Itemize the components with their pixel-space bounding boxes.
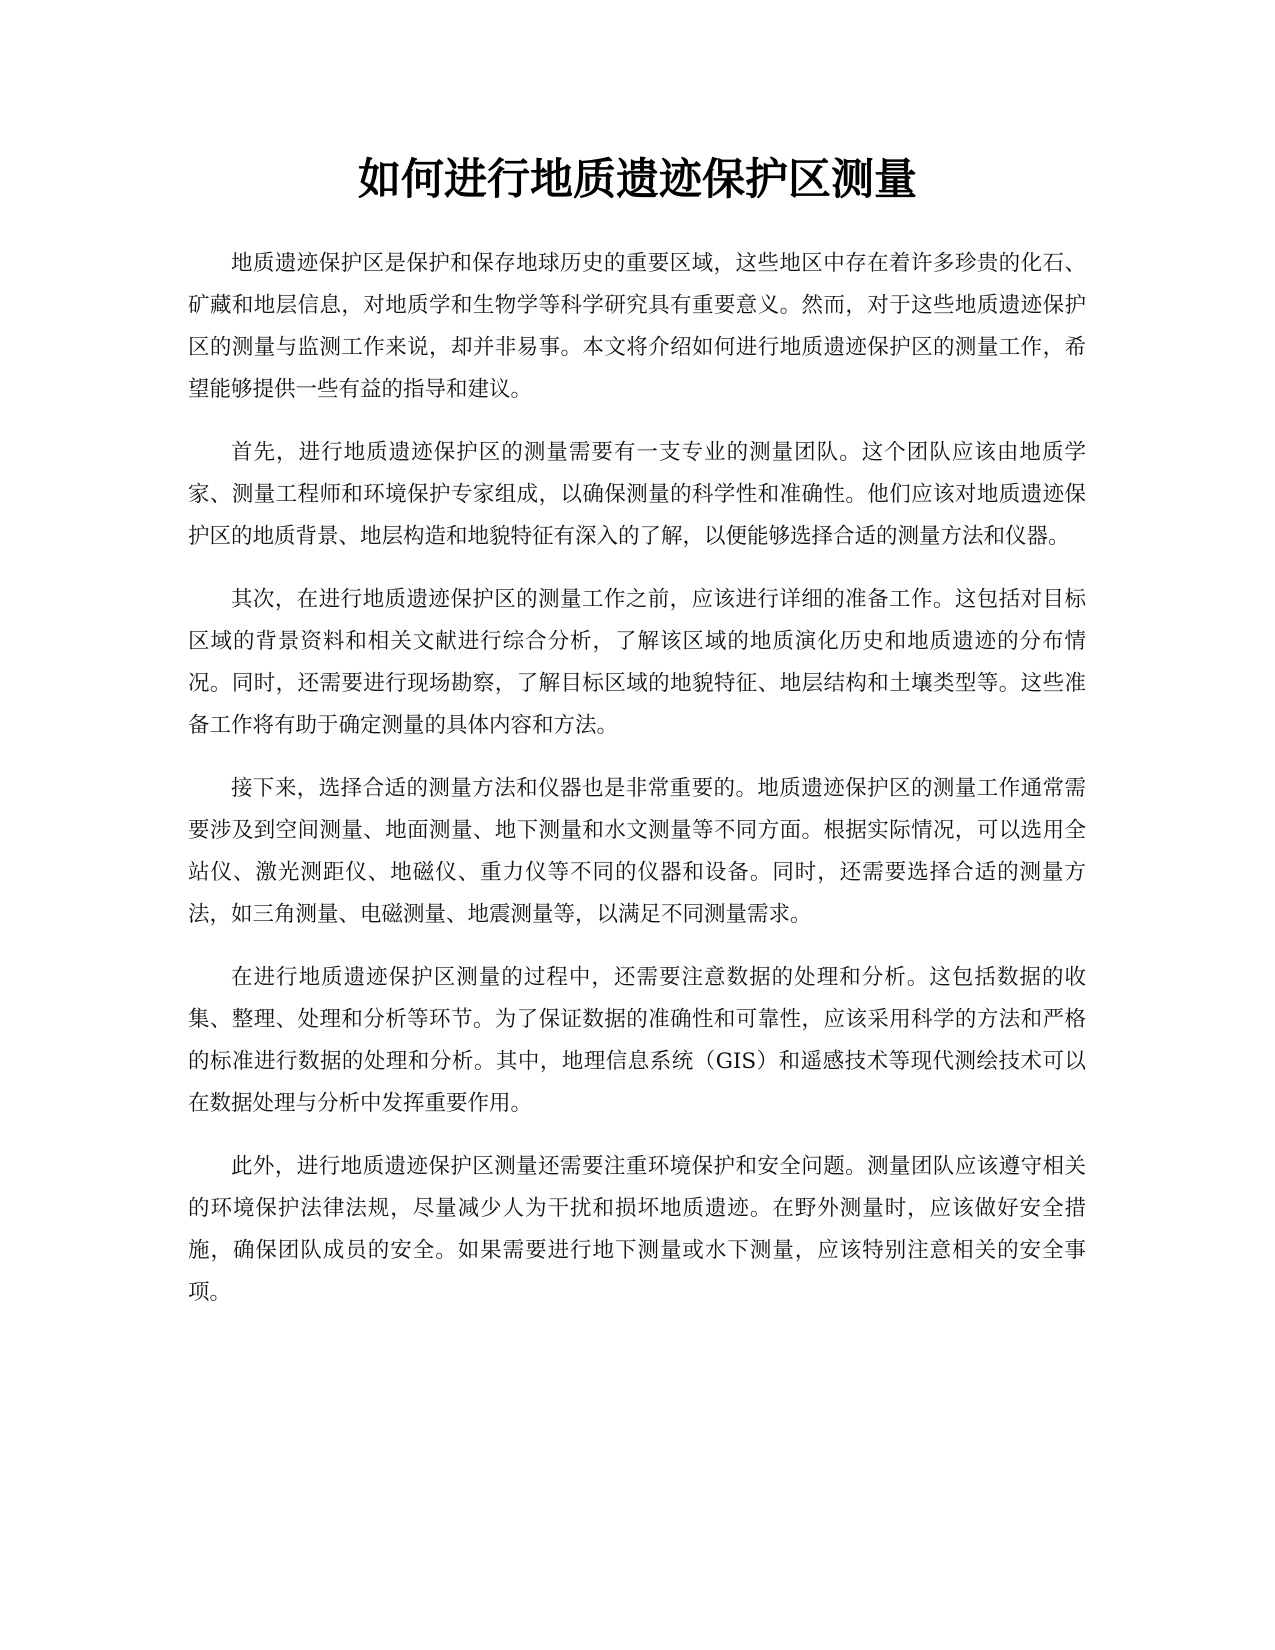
document-body	[188, 243, 1086, 1335]
paragraph-preparation: 其次，在进行地质遗迹保护区的测量工作之前，应该进行详细的准备工作。这包括对目标区域的背景资料和相关文献进行综合分析，了解该区域的地质演化历史和地质遗迹的分布情况。同时，还需要进行现场勘察，了解目标区域的地貌特征、地层结构和土壤类型等。这些准备工作将有助于确定测量的具体内容和方法。	[188, 587, 1086, 738]
paragraph-safety: 此外，进行地质遗迹保护区测量还需要注重环境保护和安全问题。测量团队应该遵守相关的环境保护法律法规，尽量减少人为干扰和损坏地质遗迹。在野外测量时，应该做好安全措施，确保团队成员的安全。如果需要进行地下测量或水下测量，应该特别注意相关的安全事项。	[188, 1154, 1086, 1305]
paragraph-intro: 地质遗迹保护区是保护和保存地球历史的重要区域，这些地区中存在着许多珍贵的化石、矿藏和地层信息，对地质学和生物学等科学研究具有重要意义。然而，对于这些地质遗迹保护区的测量与监测工作来说，却并非易事。本文将介绍如何进行地质遗迹保护区的测量工作，希望能够提供一些有益的指导和建议。	[188, 251, 1086, 402]
document-title: 如何进行地质遗迹保护区测量	[358, 155, 917, 205]
paragraph-data-processing: 在进行地质遗迹保护区测量的过程中，还需要注意数据的处理和分析。这包括数据的收集、整理、处理和分析等环节。为了保证数据的准确性和可靠性，应该采用科学的方法和严格的标准进行数据的处理和分析。其中，地理信息系统（GIS）和遥感技术等现代测绘技术可以在数据处理与分析中发挥重要作用。	[188, 965, 1086, 1116]
paragraph-team: 首先，进行地质遗迹保护区的测量需要有一支专业的测量团队。这个团队应该由地质学家、测量工程师和环境保护专家组成，以确保测量的科学性和准确性。他们应该对地质遗迹保护区的地质背景、地层构造和地貌特征有深入的了解，以便能够选择合适的测量方法和仪器。	[188, 440, 1086, 549]
paragraph-methods: 接下来，选择合适的测量方法和仪器也是非常重要的。地质遗迹保护区的测量工作通常需要涉及到空间测量、地面测量、地下测量和水文测量等不同方面。根据实际情况，可以选用全站仪、激光测距仪、地磁仪、重力仪等不同的仪器和设备。同时，还需要选择合适的测量方法，如三角测量、电磁测量、地震测量等，以满足不同测量需求。	[188, 776, 1086, 927]
